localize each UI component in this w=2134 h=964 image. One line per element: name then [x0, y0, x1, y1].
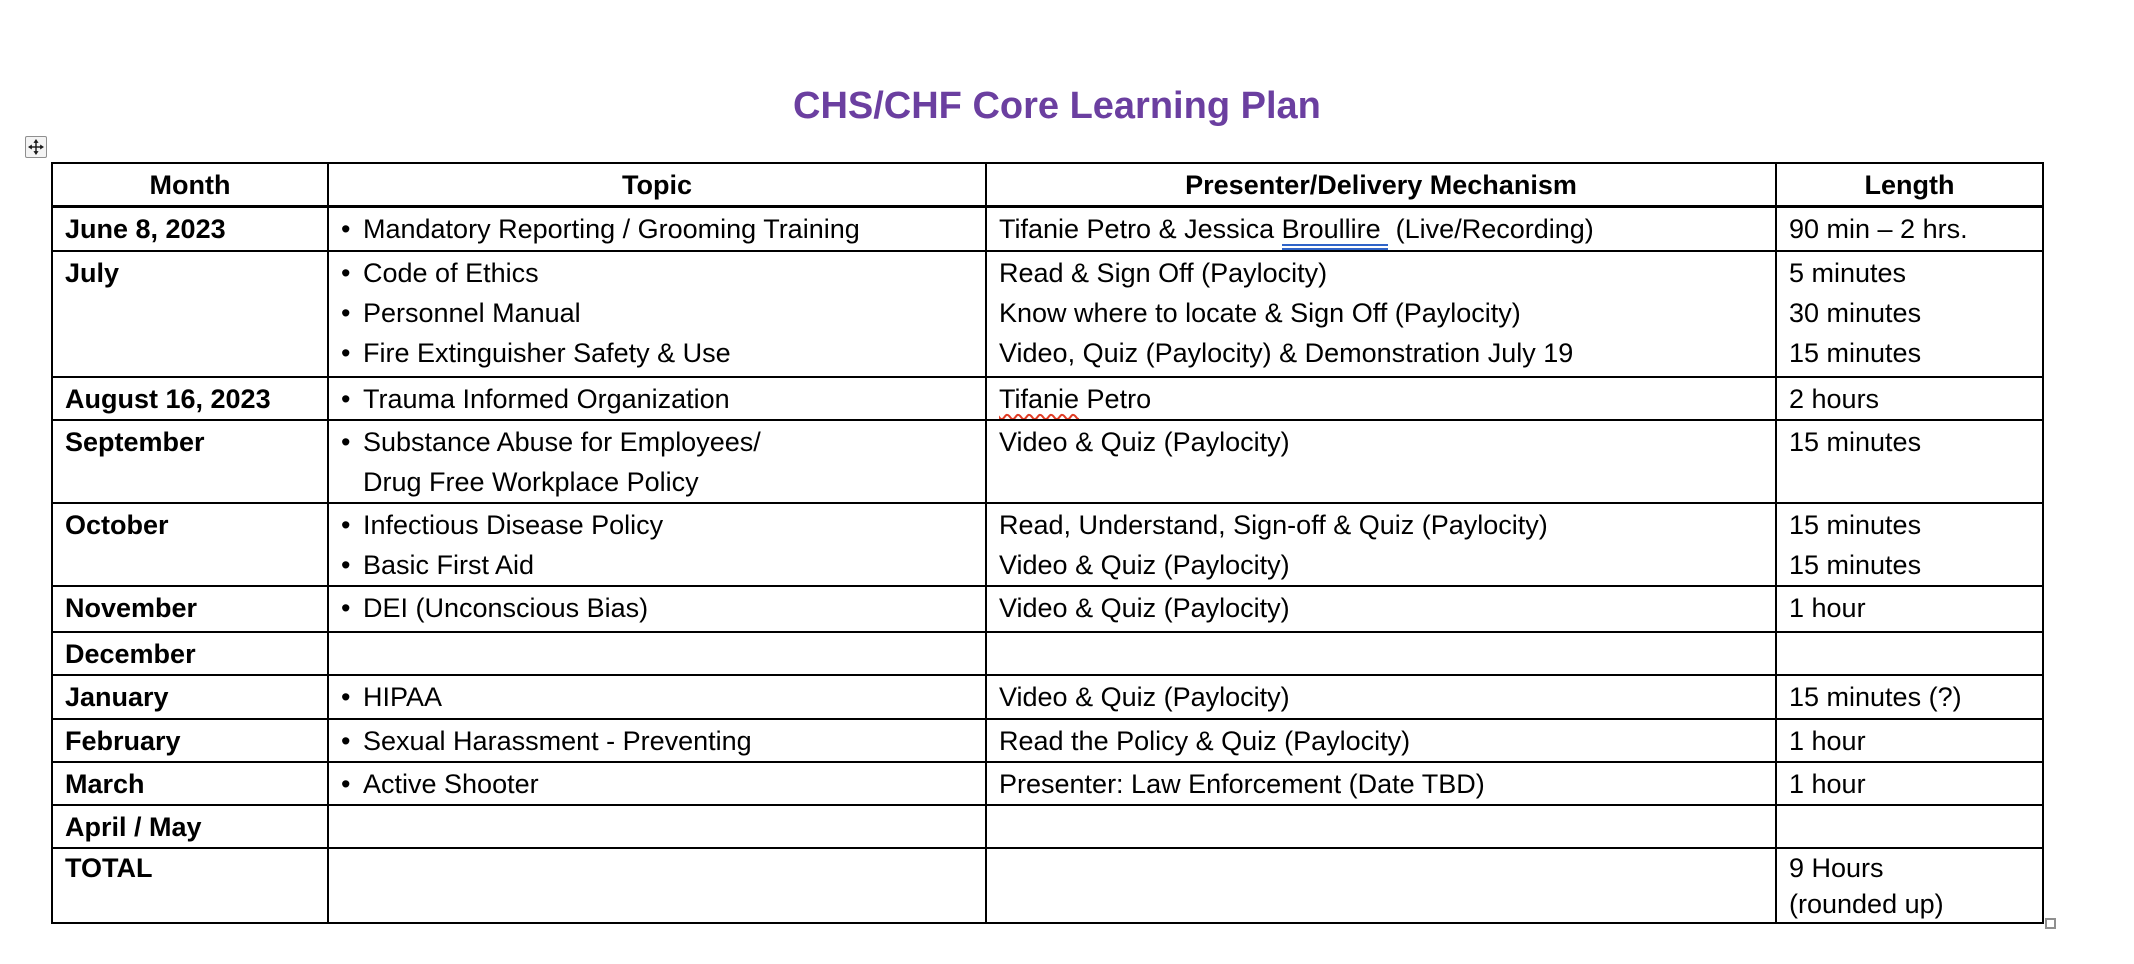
presenter-cell[interactable]	[986, 503, 1776, 586]
bullet-icon: •	[341, 337, 351, 368]
month-cell[interactable]: TOTAL	[52, 848, 328, 923]
table-row-june	[52, 207, 2043, 251]
length-cell[interactable]	[1776, 420, 2043, 503]
presenter-cell[interactable]	[986, 377, 1776, 420]
length-text: 15 minutes	[1789, 426, 1922, 457]
bullet-icon: •	[341, 426, 351, 457]
presenter-cell[interactable]	[986, 632, 1776, 675]
length-cell[interactable]	[1776, 377, 2043, 420]
presenter-text: (Live/Recording)	[1388, 214, 1594, 244]
length-cell[interactable]	[1776, 586, 2043, 632]
table-row-april-may	[52, 805, 2043, 848]
presenter-text: Video & Quiz (Paylocity)	[999, 549, 1290, 580]
presenter-text: Read & Sign Off (Paylocity)	[999, 257, 1328, 288]
presenter-cell[interactable]	[986, 420, 1776, 503]
length-cell[interactable]	[1776, 719, 2043, 762]
length-text: 5 minutes	[1789, 257, 1907, 288]
month-cell[interactable]: December	[52, 632, 328, 675]
month-cell[interactable]: April / May	[52, 805, 328, 848]
table-row-july	[52, 251, 2043, 377]
topic-text: Personnel Manual	[363, 297, 581, 328]
length-cell[interactable]	[1776, 503, 2043, 586]
bullet-icon: •	[341, 257, 351, 288]
topic-text: Infectious Disease Policy	[363, 509, 664, 540]
table-row-december	[52, 632, 2043, 675]
presenter-cell[interactable]	[986, 207, 1776, 251]
topic-cell[interactable]	[328, 719, 986, 762]
topic-cell[interactable]	[328, 848, 986, 923]
length-text: 1 hour	[1789, 725, 1866, 756]
table-row-march	[52, 762, 2043, 805]
topic-text: Mandatory Reporting / Grooming Training	[363, 214, 860, 244]
length-cell[interactable]	[1776, 762, 2043, 805]
topic-text: Code of Ethics	[363, 257, 539, 288]
topic-cell[interactable]	[328, 420, 986, 503]
bullet-icon: •	[341, 549, 351, 580]
topic-text: Trauma Informed Organization	[363, 383, 730, 414]
presenter-text: Video, Quiz (Paylocity) & Demonstration July 19	[999, 337, 1574, 368]
grammar-flagged-text: Broullire	[1282, 214, 1389, 250]
topic-cell[interactable]	[328, 762, 986, 805]
month-cell[interactable]: October	[52, 503, 328, 586]
presenter-text: Video & Quiz (Paylocity)	[999, 426, 1290, 457]
topic-cell[interactable]	[328, 586, 986, 632]
page-title[interactable]: CHS/CHF Core Learning Plan	[793, 85, 1321, 127]
length-cell[interactable]	[1776, 848, 2043, 923]
table-row-january	[52, 675, 2043, 719]
table-row-october	[52, 503, 2043, 586]
month-cell[interactable]: January	[52, 675, 328, 719]
length-text: 30 minutes	[1789, 297, 1922, 328]
presenter-cell[interactable]	[986, 719, 1776, 762]
presenter-text: Know where to locate & Sign Off (Paylocity)	[999, 297, 1521, 328]
topic-cell[interactable]	[328, 632, 986, 675]
bullet-icon: •	[341, 214, 351, 244]
length-text: 9 Hours	[1789, 852, 1884, 883]
bullet-icon: •	[341, 768, 351, 799]
presenter-cell[interactable]	[986, 675, 1776, 719]
table-move-handle[interactable]	[25, 136, 47, 158]
header-month[interactable]: Month	[52, 163, 328, 207]
length-text: 15 minutes (?)	[1789, 681, 1962, 712]
length-text: (rounded up)	[1789, 888, 1944, 919]
length-cell[interactable]	[1776, 675, 2043, 719]
month-cell[interactable]: June 8, 2023	[52, 207, 328, 251]
length-text: 15 minutes	[1789, 549, 1922, 580]
presenter-text: Video & Quiz (Paylocity)	[999, 681, 1290, 712]
table-row-september	[52, 420, 2043, 503]
length-text: 1 hour	[1789, 592, 1866, 623]
bullet-icon: •	[341, 383, 351, 414]
presenter-text: Petro	[1079, 383, 1152, 414]
topic-cell[interactable]	[328, 675, 986, 719]
length-text: 90 min – 2 hrs.	[1789, 214, 1968, 244]
learning-plan-table	[51, 162, 2044, 924]
length-cell[interactable]	[1776, 632, 2043, 675]
presenter-text: Read the Policy & Quiz (Paylocity)	[999, 725, 1411, 756]
topic-text: DEI (Unconscious Bias)	[363, 592, 649, 623]
move-arrows-icon	[28, 139, 44, 155]
length-text: 15 minutes	[1789, 337, 1922, 368]
topic-cell[interactable]	[328, 805, 986, 848]
topic-cell[interactable]	[328, 503, 986, 586]
presenter-cell[interactable]	[986, 251, 1776, 377]
presenter-text: Tifanie Petro & Jessica	[999, 214, 1282, 244]
topic-text: Fire Extinguisher Safety & Use	[363, 337, 731, 368]
header-topic[interactable]: Topic	[328, 163, 986, 207]
bullet-icon: •	[341, 681, 351, 712]
topic-cell[interactable]	[328, 207, 986, 251]
topic-text: Basic First Aid	[363, 549, 535, 580]
length-text: 15 minutes	[1789, 509, 1922, 540]
presenter-cell[interactable]	[986, 848, 1776, 923]
length-text: 2 hours	[1789, 383, 1880, 414]
month-cell[interactable]: September	[52, 420, 328, 503]
topic-cell[interactable]	[328, 377, 986, 420]
month-cell[interactable]: February	[52, 719, 328, 762]
topic-cell[interactable]	[328, 251, 986, 377]
month-cell[interactable]: August 16, 2023	[52, 377, 328, 420]
table-row-total	[52, 848, 2043, 923]
presenter-cell[interactable]	[986, 762, 1776, 805]
presenter-text: Video & Quiz (Paylocity)	[999, 592, 1290, 623]
topic-text: Substance Abuse for Employees/ Drug Free Workplace Policy	[363, 426, 761, 497]
length-cell[interactable]	[1776, 207, 2043, 251]
topic-text: Sexual Harassment - Preventing	[363, 725, 752, 756]
presenter-text: Presenter: Law Enforcement (Date TBD)	[999, 768, 1485, 799]
table-row-august	[52, 377, 2043, 420]
table-row-november	[52, 586, 2043, 632]
month-cell[interactable]: July	[52, 251, 328, 377]
bullet-icon: •	[341, 509, 351, 540]
table-header-row	[52, 163, 2043, 207]
header-length[interactable]: Length	[1776, 163, 2043, 207]
month-cell[interactable]: November	[52, 586, 328, 632]
presenter-text: Read, Understand, Sign-off & Quiz (Paylocity)	[999, 509, 1548, 540]
length-text: 1 hour	[1789, 768, 1866, 799]
table-row-february	[52, 719, 2043, 762]
spell-flagged-text: Tifanie	[999, 383, 1080, 414]
bullet-icon: •	[341, 592, 351, 623]
topic-text: Active Shooter	[363, 768, 539, 799]
month-cell[interactable]: March	[52, 762, 328, 805]
presenter-cell[interactable]	[986, 805, 1776, 848]
header-presenter[interactable]: Presenter/Delivery Mechanism	[986, 163, 1776, 207]
presenter-cell[interactable]	[986, 586, 1776, 632]
table-resize-handle[interactable]	[2045, 918, 2056, 929]
length-cell[interactable]	[1776, 805, 2043, 848]
bullet-icon: •	[341, 297, 351, 328]
bullet-icon: •	[341, 725, 351, 756]
length-cell[interactable]	[1776, 251, 2043, 377]
topic-text: HIPAA	[363, 681, 443, 712]
